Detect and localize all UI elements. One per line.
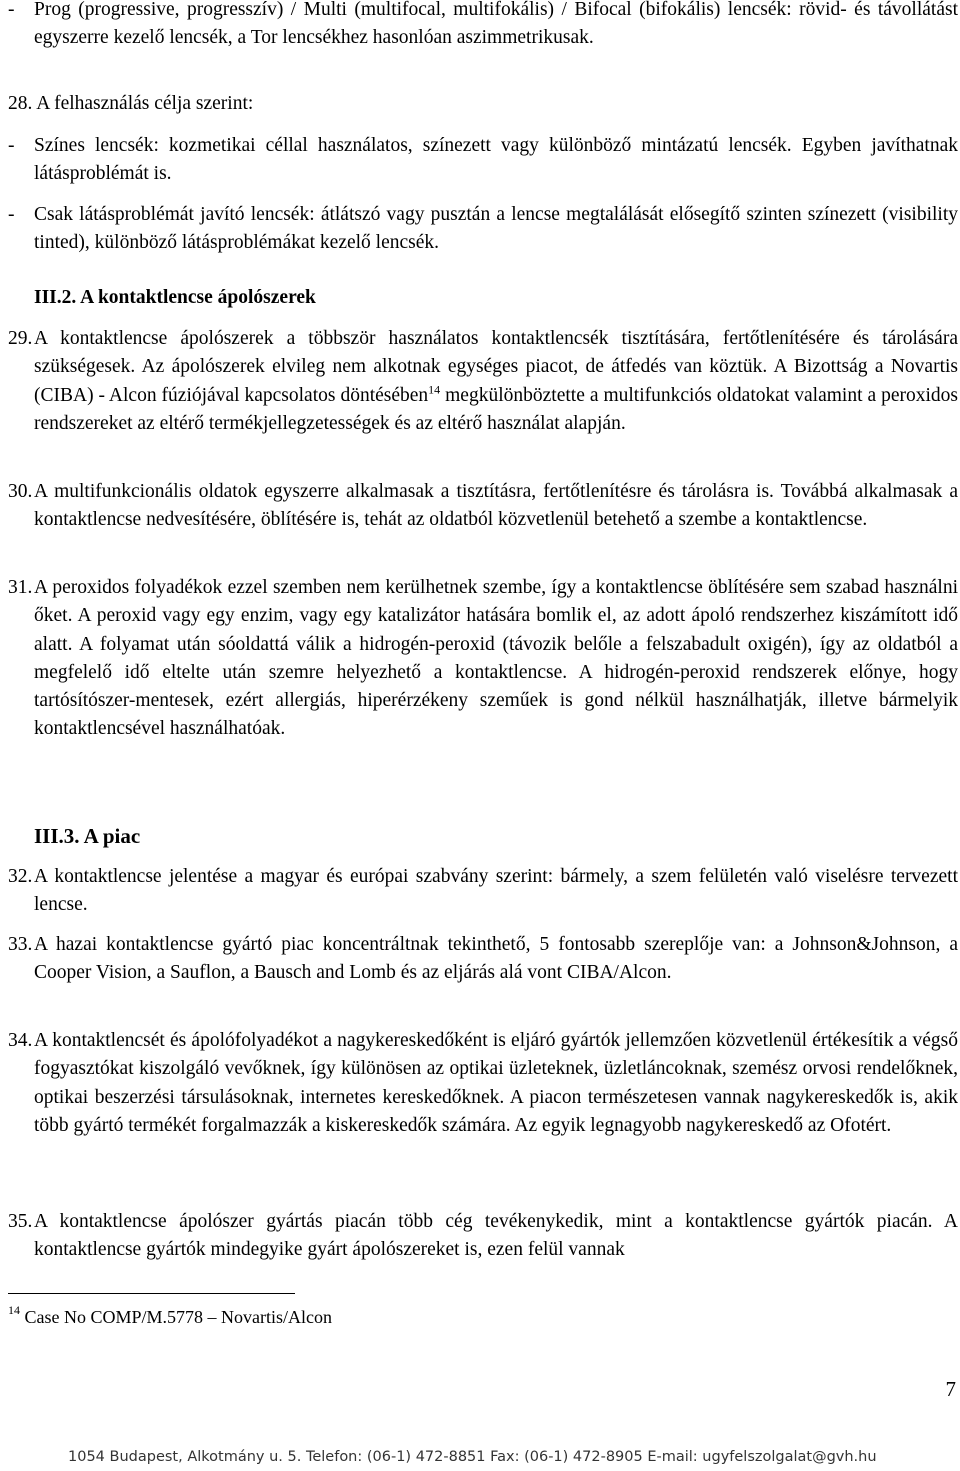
paragraph-number: 30. — [8, 481, 33, 502]
list-item-text: Csak látásproblémát javító lencsék: átlátszó vagy pusztán a lencse megtalálását elősegítő szinten színezett (visibility tinted), különböző látásproblémákat kezelő lencsék. — [34, 204, 958, 253]
paragraph-35 — [8, 1208, 958, 1265]
list-item — [8, 201, 958, 257]
paragraph-29 — [8, 325, 959, 438]
paragraph-text: A hazai kontaktlencse gyártó piac koncentráltnak tekinthető, 5 fontosabb szereplője van: a Johnson&Johnson, a Cooper Vision, a Sauflon, a Bausch and Lomb és az eljárás alá vont CIBA/Alcon. — [34, 934, 958, 984]
paragraph-28 — [8, 90, 253, 118]
paragraph-number: 28. — [8, 93, 33, 114]
paragraph-30 — [8, 478, 958, 535]
paragraph-number: 29. — [8, 328, 33, 349]
section-heading: III.2. A kontaktlencse ápolószerek — [34, 287, 316, 308]
page-number: 7 — [945, 1377, 956, 1401]
paragraph-text: A felhasználás célja szerint: — [36, 93, 254, 114]
paragraph-33 — [8, 931, 958, 988]
paragraph-number: 33. — [8, 934, 33, 955]
paragraph-text: A kontaktlencse jelentése a magyar és európai szabvány szerint: bármely, a szem felületén való viselésre tervezett lencse. — [34, 866, 958, 916]
paragraph-number: 35. — [8, 1211, 33, 1232]
list-item — [8, 132, 958, 188]
list-item — [8, 0, 958, 52]
paragraph-text: A peroxidos folyadékok ezzel szemben nem kerülhetnek szembe, így a kontaktlencse öblítésére sem szabad használni őket. A peroxid vagy egy enzim, vagy egy katalizátor hatására bomlik el, az adott ápoló rendszerhez kiszámított idő alatt. A folyamat után sóoldattá válik a hidrogén-peroxid (távozik belőle a felszabadult oxigén), így az oldatból a megfelelő idő eltelte után szemre helyezhető a kontaktlencse. A hidrogén-peroxid rendszerek előnye, hogy tartósítószer-mentesek, ezért allergiás, hiperérzékeny szeműek is gond nélkül használhatják, illetve bármelyik kontaktlencsével használhatóak. — [34, 577, 958, 740]
list-item-text: Prog (progressive, progresszív) / Multi (multifocal, multifokális) / Bifocal (bifokális) lencsék: rövid- és távollátást egyszerre kezelő lencsék, a Tor lencsékhez hasonlóan aszimmetrikusak. — [34, 0, 958, 48]
paragraph-31 — [8, 574, 958, 744]
paragraph-32 — [8, 863, 958, 920]
paragraph-number: 32. — [8, 866, 33, 887]
footnote-reference: 14 — [428, 382, 441, 397]
footnote — [8, 1305, 332, 1328]
paragraph-text: A multifunkcionális oldatok egyszerre alkalmasak a tisztításra, fertőtlenítésre és tárolásra is. Továbbá alkalmasak a kontaktlencse nedvesítésére, öblítésére is, tehát az oldatból közvetlenül betehető a szembe a kontaktlencse. — [34, 481, 958, 531]
footnote-separator — [8, 1293, 295, 1294]
footnote-text: Case No COMP/M.5778 – Novartis/Alcon — [24, 1307, 332, 1327]
paragraph-number: 31. — [8, 577, 33, 598]
paragraph-text: A kontaktlencse ápolószer gyártás piacán több cég tevékenykedik, mint a kontaktlencse gyártók piacán. A kontaktlencse gyártók mindegyike gyárt ápolószereket is, ezen felül vannak — [34, 1211, 958, 1261]
paragraph-text: A kontaktlencse ápolószerek a többször használatos kontaktlencsék tisztítására, fertőtlenítésére és tárolására szükségesek. Az ápolószerek elvileg nem alkotnak egységes piacot, de átfedés van köztük. A Bizottság a Novartis (CIBA) - Alcon fúziójával kapcsolatos döntésében — [34, 328, 958, 406]
paragraph-text: A kontaktlencsét és ápolófolyadékot a nagykereskedőként is eljáró gyártók jellemzően közvetlenül értékesítik a végső fogyasztókat kiszolgáló vevőknek, így különösen az optikai üzleteknek, üzletláncoknak, szemész orvosi rendelőknek, optikai beszerzési társulásoknak, internetes kereskedőknek. A piacon természetesen vannak nagykereskedők is, akik több gyártó termékét forgalmazzák a kiskereskedők számára. Az egyik legnagyobb nagykereskedő az Ofotért. — [34, 1030, 958, 1136]
page-footer: 1054 Budapest, Alkotmány u. 5. Telefon: (06-1) 472-8851 Fax: (06-1) 472-8905 E-mail: ugyfelszolgalat@gvh.hu — [68, 1449, 877, 1465]
paragraph-number: 34. — [8, 1030, 33, 1051]
list-item-text: Színes lencsék: kozmetikai céllal használatos, színezett vagy különböző mintázatú lencsék. Egyben javíthatnak látásproblémát is. — [34, 135, 958, 184]
list-dash: - — [8, 0, 15, 20]
paragraph-34 — [8, 1027, 958, 1140]
list-dash: - — [8, 204, 15, 225]
footnote-number: 14 — [8, 1303, 20, 1317]
section-heading: III.3. A piac — [34, 824, 141, 848]
list-dash: - — [8, 135, 15, 156]
paragraph-text-continued: megkülönböztette a multifunkciós oldatokat valamint a peroxidos rendszereket az eltérő termékjellegzetességek és az eltérő használat alapján. — [34, 384, 959, 434]
